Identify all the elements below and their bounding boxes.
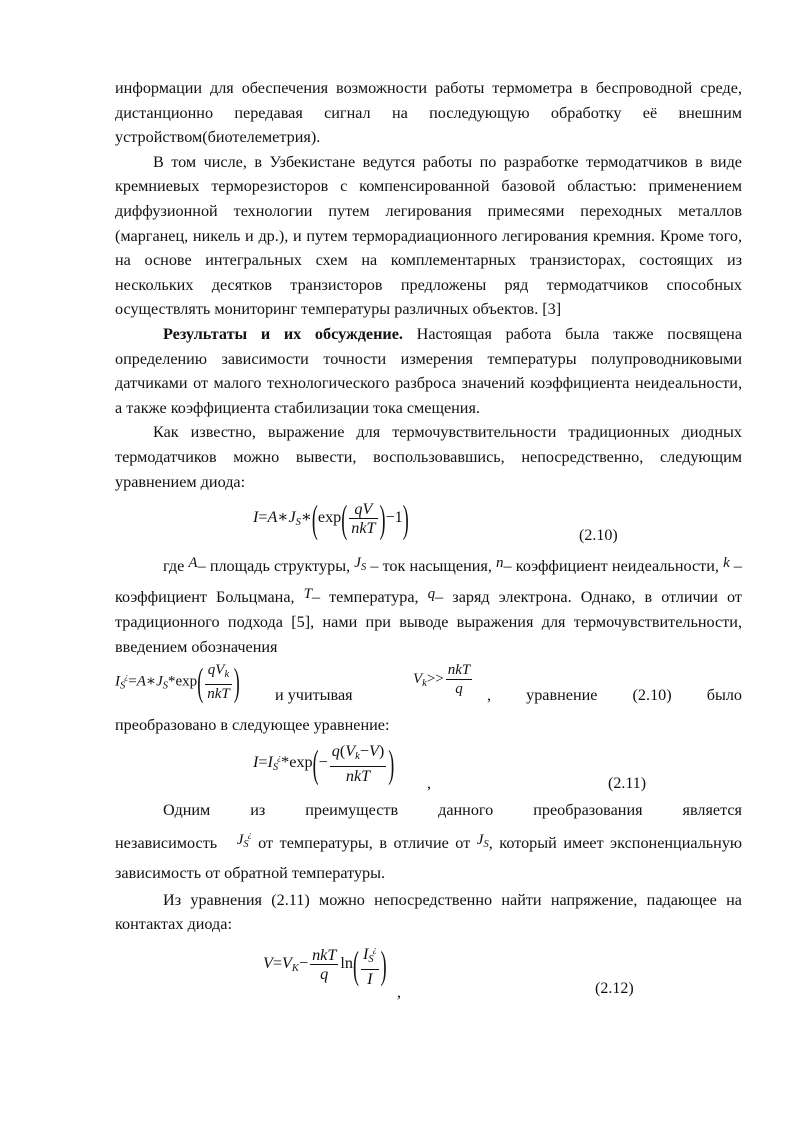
results-text: Настоящая работа была также посвящена определению зависимости точности измерения температуры полупроводниковыми датчиками от малого технологического разброса значений коэффициента неидеальности, а также коэффициента стабилизации тока смещения. <box>115 324 743 417</box>
equation-2-12 <box>115 937 742 1007</box>
text-equation-was: , уравнение (2.10) было <box>487 686 742 705</box>
equation-2-12-formula: $V=V_K-$ $\frac{\text{nkT}}{q}$ ln( $\frac{I_S^¿}{I}$ ) <box>263 942 387 989</box>
paragraph-advantage-line1: Одним из преимуществ данного преобразования является <box>163 801 742 820</box>
paragraph-intro: информации для обеспечения возможности работы термометра в беспроводной среде, дистанционно передавая сигнал на последующую обработку её внешним устройством(биотелеметрия). <box>115 79 742 147</box>
document-page <box>115 76 742 1007</box>
equation-2-10 <box>115 494 742 554</box>
paragraph-results <box>115 322 742 420</box>
inline-definitions-line <box>115 659 742 713</box>
equation-2-10-formula: $I=A∗J_S∗(\exp$( $\frac{qV}{\text{nkT}}$ )−1) <box>253 496 409 541</box>
equation-2-11-number: (2.11) <box>608 775 647 793</box>
equation-2-11 <box>115 738 742 798</box>
equation-2-11-formula: $I=I_S^¿*\exp(-$ $\frac{q(V_k-V)}{\text{nkT}}$ ) <box>253 741 395 786</box>
paragraph-uzbekistan: В том числе, в Узбекистане ведутся работы по разработке термодатчиков в виде кремниевых терморезисторов с компенсированной базовой областью: применением диффузионной технологии путем легирования примесями переходных металлов (марганец, никель и др.), и путем терморадиационного легирования кремния. Кроме того, на основе интегральных схем на комплементарных транзисторах, состоящих из нескольких десятков транзисторов предложены ряд термодатчиков способных осуществлять мониторинг температуры различных объектов. [3] <box>115 152 742 319</box>
symbol-T: T <box>303 585 312 602</box>
equation-2-12-number: (2.12) <box>595 980 634 998</box>
paragraph-thermal-sensitivity: Как известно, выражение для термочувствительности традиционных диодных термодатчиков можно вывести, воспользовавшись, непосредственно, следующим уравнением диода: <box>115 423 742 491</box>
condition-vk-formula: $V_k>>$ $\frac{\text{nkT}}{q}$ <box>413 662 471 698</box>
definition-is-formula: $I_S^¿=A∗J_S*\exp$( $\frac{qV_k}{\text{nkT}}$ ) <box>115 660 240 705</box>
equation-2-11-comma: , <box>427 775 431 793</box>
text-and-considering: и учитывая <box>275 686 353 705</box>
paragraph-voltage: Из уравнения (2.11) можно непосредственно найти напряжение, падающее на контактах диода: <box>115 890 742 934</box>
symbol-k: k <box>723 555 730 572</box>
symbol-Js: $J_S$ <box>354 555 367 574</box>
symbol-q: q <box>427 585 436 602</box>
symbol-n: n <box>496 555 504 572</box>
equation-2-12-comma: , <box>397 984 401 1002</box>
symbol-Js-star: $J_S^¿$ <box>236 829 252 850</box>
paragraph-advantage: независимость $J_S^¿$ от температуры, в отличие от $J_S$, который имеет экспоненциальную зависимость от обратной температуры. <box>115 829 743 883</box>
paragraph-transformed: преобразовано в следующее уравнение: <box>115 716 390 735</box>
symbol-Js-2: $J_S$ <box>476 831 489 850</box>
results-heading: Результаты и их обсуждение. <box>163 324 403 343</box>
symbol-A: A <box>188 555 198 572</box>
equation-2-10-number: (2.10) <box>579 527 618 545</box>
paragraph-definitions: где A– площадь структуры, $J_S$ – ток насыщения, n– коэффициент неидеальности, k – коэффициент Больцмана, T– температура, q– заряд электрона. Однако, в отличии от традиционного подхода [5], нами при выводе выражения для термочувствительности, введением обозначения <box>115 555 743 656</box>
